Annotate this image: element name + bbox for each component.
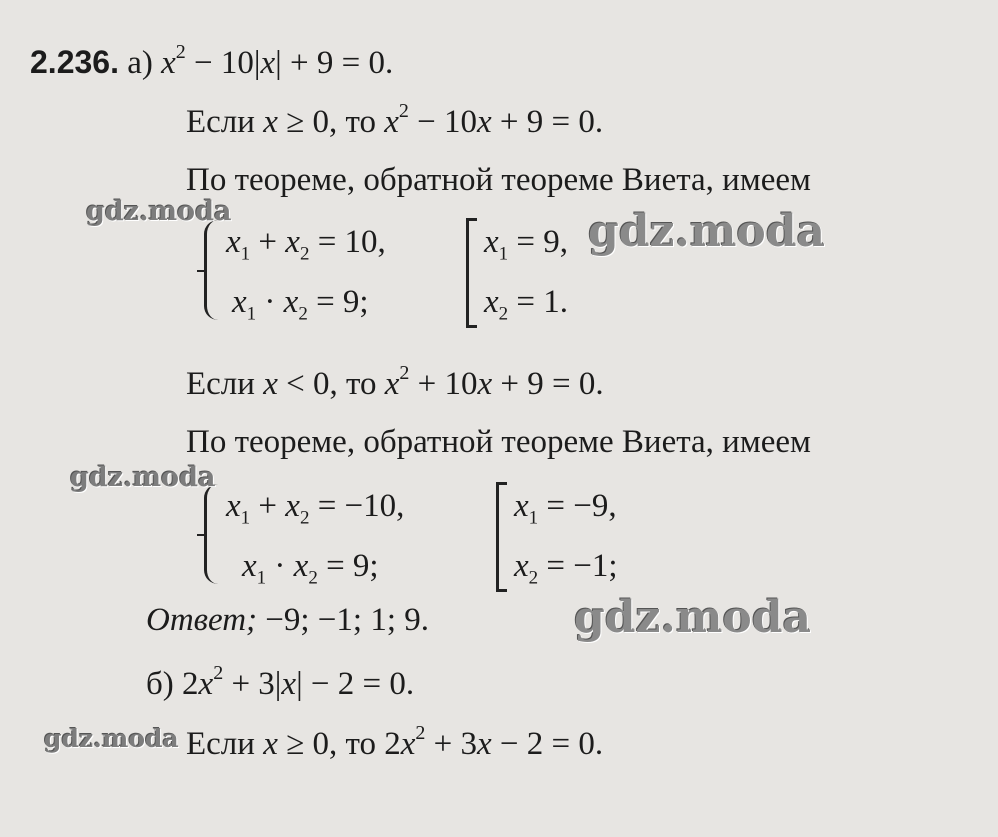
system-2-eq2: $x_1 \cdot x_2 = 9$; xyxy=(242,548,379,589)
system-1-root1: $x_1 = 9$, xyxy=(484,224,569,265)
vieta-line-2: По теореме, обратной теореме Виета, имеем xyxy=(186,424,811,460)
answer-line xyxy=(146,600,429,640)
system-2-root2: $x_2 = -1$; xyxy=(514,548,618,589)
watermark: gdz.moda xyxy=(574,592,812,643)
case-1-line: Если x ≥ 0, то $x^2 - 10x + 9 = 0$. xyxy=(186,100,604,140)
case-2-line: Если x < 0, то $x^2 + 10x + 9 = 0$. xyxy=(186,362,604,402)
watermark: gdz.moda xyxy=(588,206,826,257)
answer-label: Ответ; xyxy=(146,602,258,638)
problem-number: 2.236. xyxy=(30,44,119,80)
system-1-bracket xyxy=(466,218,477,328)
system-1-root2: $x_2 = 1$. xyxy=(484,284,569,325)
system-1-brace xyxy=(204,220,221,320)
system-2-bracket xyxy=(496,482,507,592)
part-b-line: б) $2x^2 + 3|x| - 2 = 0$. xyxy=(146,662,415,702)
system-1-eq1: $x_1 + x_2 = 10$, xyxy=(226,224,386,265)
part-a-equation: $x^2 - 10|x| + 9 = 0$. xyxy=(161,41,394,81)
system-1-eq2: $x_1 \cdot x_2 = 9$; xyxy=(232,284,369,325)
watermark: gdz.moda xyxy=(86,196,232,227)
system-2-root1: $x_1 = -9$, xyxy=(514,488,617,529)
answer-values: −9; −1; 1; 9. xyxy=(265,602,430,638)
watermark: gdz.moda xyxy=(70,462,216,493)
case-3-line: Если x ≥ 0, то $2x^2 + 3x - 2 = 0$. xyxy=(186,722,604,762)
system-2-eq1: $x_1 + x_2 = -10$, xyxy=(226,488,405,529)
vieta-line-1: По теореме, обратной теореме Виета, имеем xyxy=(186,162,811,198)
watermark: gdz.moda xyxy=(44,724,179,753)
system-2-brace xyxy=(204,484,221,584)
part-a-label: а) xyxy=(127,45,153,81)
problem-heading xyxy=(30,42,393,83)
